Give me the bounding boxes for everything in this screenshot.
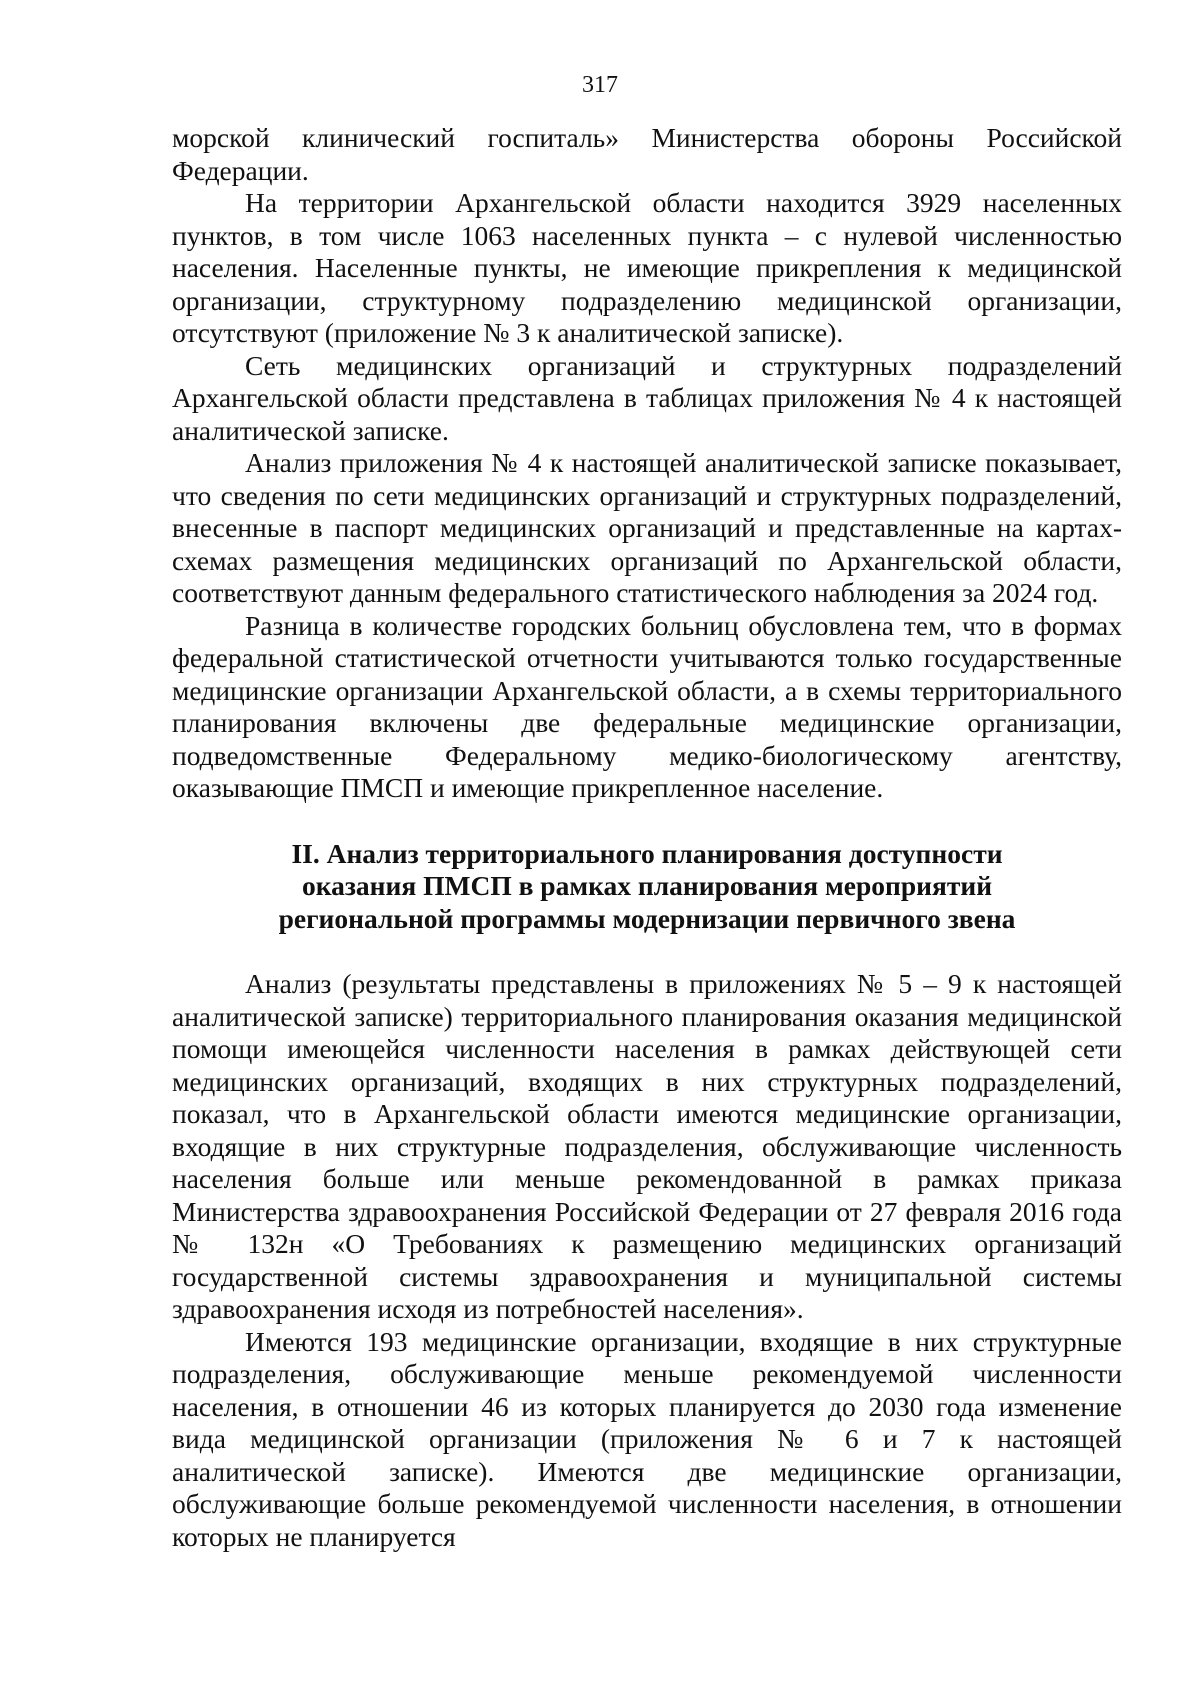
document-body [172, 122, 1122, 1553]
paragraph: Сеть медицинских организаций и структурных подразделений Архангельской области представлена в таблицах приложения № 4 к настоящей аналитической записке. [172, 349, 1122, 446]
paragraph: Имеются 193 медицинские организации, входящие в них структурные подразделения, обслуживающие меньше рекомендуемой численности населения, в отношении 46 из которых планируется до 2030 года изменение вида медицинской организации (приложения № 6 и 7 к настоящей аналитической записке). Имеются две медицинские организации, обслуживающие больше рекомендуемой численности населения, в отношении которых не планируется [172, 1325, 1122, 1552]
paragraph: На территории Архангельской области находится 3929 населенных пунктов, в том числе 1063 населенных пункта – с нулевой численностью населения. Населенные пункты, не имеющие прикрепления к медицинской организации, структурному подразделению медицинской организации, отсутствуют (приложение № 3 к аналитической записке). [172, 187, 1122, 348]
section-heading [172, 838, 1122, 936]
section-heading-line: региональной программы модернизации первичного звена [278, 902, 1016, 934]
paragraph: морской клинический госпиталь» Министерства обороны Российской Федерации. [172, 122, 1122, 186]
page-number: 317 [582, 72, 618, 98]
paragraph: Анализ приложения № 4 к настоящей аналитической записке показывает, что сведения по сети медицинских организаций и структурных подразделений, внесенные в паспорт медицинских организаций и представленные на картах-схемах размещения медицинских организаций по Архангельской области, соответствуют данным федерального статистического наблюдения за 2024 год. [172, 447, 1122, 608]
section-heading-line: оказания ПМСП в рамках планирования мероприятий [301, 870, 993, 901]
paragraph: Анализ (результаты представлены в приложениях № 5 – 9 к настоящей аналитической записке) территориального планирования оказания медицинской помощи имеющейся численности населения в рамках действующей сети медицинских организаций, входящих в них структурных подразделений, показал, что в Архангельской области имеются медицинские организации, входящие в них структурные подразделения, обслуживающие численность населения больше или меньше рекомендованной в рамках приказа Министерства здравоохранения Российской Федерации от 27 февраля 2016 года № 132н «О Требованиях к размещению медицинских организаций государственной системы здравоохранения и муниципальной системы здравоохранения исходя из потребностей населения». [172, 968, 1122, 1324]
section-heading-line: II. Анализ территориального планирования доступности [291, 837, 1003, 869]
paragraph: Разница в количестве городских больниц обусловлена тем, что в формах федеральной статистической отчетности учитываются только государственные медицинские организации Архангельской области, а в схемы территориального планирования включены две федеральные медицинские организации, подведомственные Федеральному медико-биологическому агентству, оказывающие ПМСП и имеющие прикрепленное население. [172, 609, 1122, 803]
